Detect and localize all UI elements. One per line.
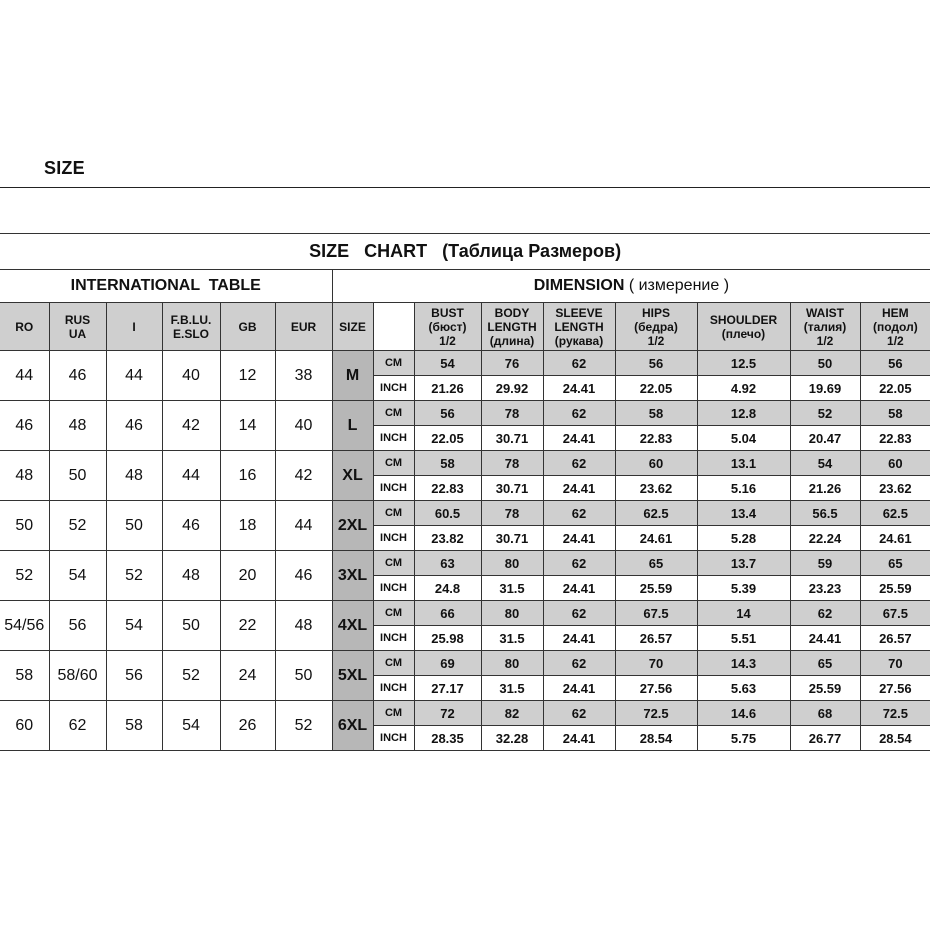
dimension-value-inch: 24.61	[615, 526, 697, 551]
dimension-value-cm: 60	[615, 451, 697, 476]
intl-size-cell: 42	[162, 401, 220, 451]
intl-size-cell: 60	[0, 701, 49, 751]
dimension-header-line: (рукава)	[554, 333, 604, 348]
dimension-value-cm: 12.5	[697, 351, 790, 376]
dimension-header-cell	[697, 303, 790, 351]
dimension-value-cm: 58	[615, 401, 697, 426]
dimension-value-cm: 80	[481, 601, 543, 626]
dimension-value-inch: 24.41	[543, 676, 615, 701]
heading-divider	[0, 187, 930, 188]
dimension-value-cm: 63	[414, 551, 481, 576]
dimension-value-inch: 30.71	[481, 426, 543, 451]
dimension-title	[332, 270, 930, 303]
dimension-value-inch: 21.26	[790, 476, 860, 501]
intl-size-cell: 58/60	[49, 651, 106, 701]
dimension-title-text: DIMENSION	[533, 277, 625, 294]
dimension-value-inch: 31.5	[481, 626, 543, 651]
intl-header-line: RO	[15, 319, 34, 334]
dimension-header-line: (талия)	[803, 319, 847, 334]
intl-size-cell: 56	[49, 601, 106, 651]
intl-size-cell: 48	[162, 551, 220, 601]
dimension-header-cell	[543, 303, 615, 351]
size-label-cell: 5XL	[332, 651, 373, 701]
dimension-value-cm: 62	[543, 651, 615, 676]
dimension-value-cm: 59	[790, 551, 860, 576]
intl-size-cell: 46	[106, 401, 162, 451]
dimension-value-cm: 14	[697, 601, 790, 626]
dimension-value-inch: 28.54	[860, 726, 930, 751]
size-label-cell: L	[332, 401, 373, 451]
intl-header-cell	[220, 303, 275, 351]
dimension-value-inch: 25.59	[790, 676, 860, 701]
dimension-value-inch: 26.57	[860, 626, 930, 651]
intl-header-line: GB	[238, 319, 257, 334]
intl-size-cell: 16	[220, 451, 275, 501]
dimension-value-cm: 14.6	[697, 701, 790, 726]
dimension-value-cm: 54	[414, 351, 481, 376]
intl-size-cell: 52	[275, 701, 332, 751]
intl-size-cell: 46	[275, 551, 332, 601]
dimension-value-inch: 24.41	[543, 376, 615, 401]
size-label-cell: M	[332, 351, 373, 401]
dimension-header-cell	[860, 303, 930, 351]
dimension-value-cm: 54	[790, 451, 860, 476]
intl-size-cell: 46	[0, 401, 49, 451]
dimension-header-cell	[790, 303, 860, 351]
column-header-row	[0, 303, 930, 351]
dimension-value-cm: 62	[543, 701, 615, 726]
dimension-value-cm: 65	[615, 551, 697, 576]
unit-label-cm: CM	[373, 501, 414, 526]
dimension-value-inch: 4.92	[697, 376, 790, 401]
intl-size-cell: 50	[162, 601, 220, 651]
intl-size-cell: 56	[106, 651, 162, 701]
chart-title-en: SIZE CHART	[309, 241, 428, 261]
table-row	[0, 651, 930, 676]
unit-label-cm: CM	[373, 451, 414, 476]
dimension-value-inch: 31.5	[481, 576, 543, 601]
dimension-value-cm: 56.5	[790, 501, 860, 526]
dimension-value-inch: 27.56	[615, 676, 697, 701]
table-row	[0, 701, 930, 726]
dimension-value-inch: 20.47	[790, 426, 860, 451]
dimension-value-inch: 24.41	[543, 476, 615, 501]
dimension-value-cm: 58	[860, 401, 930, 426]
unit-label-inch: INCH	[373, 626, 414, 651]
dimension-value-cm: 56	[414, 401, 481, 426]
intl-size-cell: 54	[49, 551, 106, 601]
dimension-value-inch: 23.82	[414, 526, 481, 551]
dimension-value-inch: 26.77	[790, 726, 860, 751]
dimension-header-cell	[414, 303, 481, 351]
unit-label-cm: CM	[373, 651, 414, 676]
intl-size-cell: 40	[162, 351, 220, 401]
dimension-value-cm: 69	[414, 651, 481, 676]
dimension-value-inch: 25.59	[860, 576, 930, 601]
size-header-cell	[332, 303, 373, 351]
dimension-value-cm: 13.7	[697, 551, 790, 576]
dimension-value-inch: 24.8	[414, 576, 481, 601]
dimension-header-line: LENGTH	[554, 319, 604, 334]
dimension-value-inch: 5.63	[697, 676, 790, 701]
dimension-value-cm: 62.5	[615, 501, 697, 526]
dimension-value-cm: 72	[414, 701, 481, 726]
intl-size-cell: 52	[162, 651, 220, 701]
dimension-value-cm: 66	[414, 601, 481, 626]
intl-size-cell: 44	[162, 451, 220, 501]
dimension-value-cm: 70	[860, 651, 930, 676]
dimension-value-inch: 24.41	[543, 726, 615, 751]
dimension-value-inch: 23.23	[790, 576, 860, 601]
table-row	[0, 551, 930, 576]
dimension-value-inch: 21.26	[414, 376, 481, 401]
dimension-value-inch: 29.92	[481, 376, 543, 401]
dimension-value-inch: 24.61	[860, 526, 930, 551]
dimension-value-cm: 60.5	[414, 501, 481, 526]
intl-size-cell: 48	[275, 601, 332, 651]
dimension-value-cm: 62	[543, 451, 615, 476]
intl-size-cell: 52	[0, 551, 49, 601]
intl-size-cell: 46	[49, 351, 106, 401]
intl-size-cell: 50	[106, 501, 162, 551]
dimension-value-cm: 62	[543, 501, 615, 526]
dimension-header-line: (бедра)	[634, 319, 678, 334]
dimension-value-cm: 76	[481, 351, 543, 376]
unit-label-cm: CM	[373, 601, 414, 626]
dimension-value-cm: 78	[481, 451, 543, 476]
dimension-value-inch: 5.16	[697, 476, 790, 501]
dimension-value-cm: 78	[481, 501, 543, 526]
size-label-cell: 4XL	[332, 601, 373, 651]
chart-title	[0, 234, 930, 270]
dimension-value-inch: 28.35	[414, 726, 481, 751]
dimension-header-line: HIPS	[641, 305, 670, 320]
size-header-line: SIZE	[339, 319, 366, 334]
table-row	[0, 351, 930, 376]
intl-header-cell	[49, 303, 106, 351]
intl-header-line: EUR	[290, 319, 317, 334]
intl-header-line: F.B.LU.	[170, 312, 212, 327]
table-row	[0, 401, 930, 426]
dimension-value-inch: 5.04	[697, 426, 790, 451]
dimension-value-inch: 30.71	[481, 526, 543, 551]
dimension-value-inch: 23.62	[860, 476, 930, 501]
intl-size-cell: 62	[49, 701, 106, 751]
intl-size-cell: 20	[220, 551, 275, 601]
intl-header-line: E.SLO	[172, 326, 209, 341]
unit-label-inch: INCH	[373, 726, 414, 751]
intl-size-cell: 50	[0, 501, 49, 551]
dimension-value-cm: 62	[543, 401, 615, 426]
intl-size-cell: 44	[0, 351, 49, 401]
dimension-value-inch: 28.54	[615, 726, 697, 751]
dimension-value-inch: 19.69	[790, 376, 860, 401]
intl-size-cell: 18	[220, 501, 275, 551]
dimension-value-cm: 50	[790, 351, 860, 376]
unit-header-cell	[373, 303, 414, 351]
intl-header-line: I	[132, 319, 136, 334]
section-row	[0, 270, 930, 303]
chart-title-row	[0, 234, 930, 270]
table-row	[0, 451, 930, 476]
unit-label-inch: INCH	[373, 426, 414, 451]
dimension-value-cm: 62	[543, 551, 615, 576]
dimension-value-cm: 62.5	[860, 501, 930, 526]
dimension-header-line: BUST	[431, 305, 464, 320]
dimension-value-cm: 68	[790, 701, 860, 726]
dimension-value-inch: 24.41	[543, 426, 615, 451]
intl-size-cell: 50	[275, 651, 332, 701]
chart-title-ru: (Таблица Размеров)	[442, 241, 622, 261]
unit-label-inch: INCH	[373, 676, 414, 701]
dimension-value-inch: 22.83	[615, 426, 697, 451]
intl-header-cell	[106, 303, 162, 351]
size-label-cell: XL	[332, 451, 373, 501]
dimension-value-cm: 78	[481, 401, 543, 426]
dimension-value-cm: 62	[543, 601, 615, 626]
intl-header-cell	[162, 303, 220, 351]
international-title-text: INTERNATIONAL TABLE	[70, 277, 261, 294]
dimension-value-inch: 24.41	[543, 626, 615, 651]
dimension-value-inch: 22.05	[860, 376, 930, 401]
dimension-value-cm: 56	[615, 351, 697, 376]
dimension-value-inch: 22.83	[860, 426, 930, 451]
dimension-value-cm: 13.1	[697, 451, 790, 476]
unit-label-cm: CM	[373, 551, 414, 576]
dimension-header-line: 1/2	[887, 333, 904, 348]
dimension-value-cm: 56	[860, 351, 930, 376]
table-row	[0, 501, 930, 526]
intl-size-cell: 38	[275, 351, 332, 401]
dimension-value-cm: 67.5	[860, 601, 930, 626]
dimension-value-inch: 24.41	[790, 626, 860, 651]
dimension-value-inch: 5.75	[697, 726, 790, 751]
dimension-header-line: WAIST	[806, 305, 844, 320]
dimension-value-cm: 70	[615, 651, 697, 676]
size-label-cell: 6XL	[332, 701, 373, 751]
dimension-value-cm: 12.8	[697, 401, 790, 426]
dimension-value-inch: 31.5	[481, 676, 543, 701]
intl-size-cell: 24	[220, 651, 275, 701]
dimension-header-line: HEM	[882, 305, 909, 320]
dimension-value-inch: 24.41	[543, 576, 615, 601]
dimension-value-cm: 67.5	[615, 601, 697, 626]
dimension-header-line: SHOULDER	[709, 312, 778, 327]
dimension-value-cm: 80	[481, 551, 543, 576]
dimension-value-inch: 22.05	[615, 376, 697, 401]
dimension-value-cm: 62	[790, 601, 860, 626]
dimension-value-cm: 52	[790, 401, 860, 426]
unit-label-inch: INCH	[373, 376, 414, 401]
dimension-header-line: SLEEVE	[555, 305, 603, 320]
size-heading: SIZE	[44, 158, 85, 178]
intl-header-cell	[275, 303, 332, 351]
dimension-value-inch: 5.39	[697, 576, 790, 601]
dimension-value-cm: 60	[860, 451, 930, 476]
dimension-header-line: (подол)	[873, 319, 918, 334]
dimension-value-cm: 72.5	[860, 701, 930, 726]
dimension-value-inch: 24.41	[543, 526, 615, 551]
dimension-value-cm: 72.5	[615, 701, 697, 726]
intl-size-cell: 48	[49, 401, 106, 451]
dimension-value-inch: 5.51	[697, 626, 790, 651]
table-row	[0, 601, 930, 626]
dimension-header-line: (бюст)	[428, 319, 467, 334]
dimension-header-cell	[481, 303, 543, 351]
dimension-header-line: LENGTH	[487, 319, 537, 334]
intl-size-cell: 46	[162, 501, 220, 551]
unit-label-inch: INCH	[373, 476, 414, 501]
dimension-value-inch: 25.59	[615, 576, 697, 601]
dimension-value-inch: 27.56	[860, 676, 930, 701]
dimension-value-inch: 5.28	[697, 526, 790, 551]
intl-size-cell: 50	[49, 451, 106, 501]
dimension-value-inch: 23.62	[615, 476, 697, 501]
dimension-header-line: BODY	[494, 305, 530, 320]
intl-size-cell: 14	[220, 401, 275, 451]
intl-size-cell: 52	[49, 501, 106, 551]
intl-size-cell: 54/56	[0, 601, 49, 651]
unit-label-cm: CM	[373, 401, 414, 426]
intl-size-cell: 44	[106, 351, 162, 401]
dimension-header-line: (плечо)	[721, 326, 766, 341]
dimension-header-line: 1/2	[439, 333, 456, 348]
dimension-value-cm: 62	[543, 351, 615, 376]
dimension-value-cm: 13.4	[697, 501, 790, 526]
intl-size-cell: 12	[220, 351, 275, 401]
international-table-title	[0, 270, 332, 303]
dimension-value-cm: 82	[481, 701, 543, 726]
intl-size-cell: 44	[275, 501, 332, 551]
unit-label-inch: INCH	[373, 526, 414, 551]
dimension-header-line: 1/2	[816, 333, 834, 348]
dimension-value-cm: 14.3	[697, 651, 790, 676]
intl-size-cell: 42	[275, 451, 332, 501]
intl-header-cell	[0, 303, 49, 351]
unit-label-cm: CM	[373, 351, 414, 376]
intl-size-cell: 48	[106, 451, 162, 501]
intl-size-cell: 52	[106, 551, 162, 601]
intl-size-cell: 48	[0, 451, 49, 501]
dimension-value-inch: 25.98	[414, 626, 481, 651]
intl-size-cell: 40	[275, 401, 332, 451]
dimension-value-inch: 32.28	[481, 726, 543, 751]
intl-size-cell: 22	[220, 601, 275, 651]
dimension-value-inch: 22.05	[414, 426, 481, 451]
unit-label-cm: CM	[373, 701, 414, 726]
dimension-value-cm: 80	[481, 651, 543, 676]
dimension-header-cell	[615, 303, 697, 351]
size-chart-table	[0, 233, 930, 751]
dimension-value-cm: 65	[790, 651, 860, 676]
dimension-title-ru: ( измерение )	[628, 277, 730, 294]
intl-size-cell: 58	[106, 701, 162, 751]
intl-size-cell: 54	[106, 601, 162, 651]
dimension-header-line: (длина)	[489, 333, 535, 348]
dimension-value-inch: 22.24	[790, 526, 860, 551]
size-label-cell: 3XL	[332, 551, 373, 601]
size-label-cell: 2XL	[332, 501, 373, 551]
intl-header-line: RUS	[64, 312, 91, 327]
dimension-value-inch: 27.17	[414, 676, 481, 701]
dimension-header-line: 1/2	[647, 333, 665, 348]
intl-header-line: UA	[68, 326, 87, 341]
dimension-value-inch: 26.57	[615, 626, 697, 651]
dimension-value-cm: 65	[860, 551, 930, 576]
unit-label-inch: INCH	[373, 576, 414, 601]
dimension-value-inch: 22.83	[414, 476, 481, 501]
intl-size-cell: 26	[220, 701, 275, 751]
intl-size-cell: 54	[162, 701, 220, 751]
intl-size-cell: 58	[0, 651, 49, 701]
dimension-value-inch: 30.71	[481, 476, 543, 501]
dimension-value-cm: 58	[414, 451, 481, 476]
